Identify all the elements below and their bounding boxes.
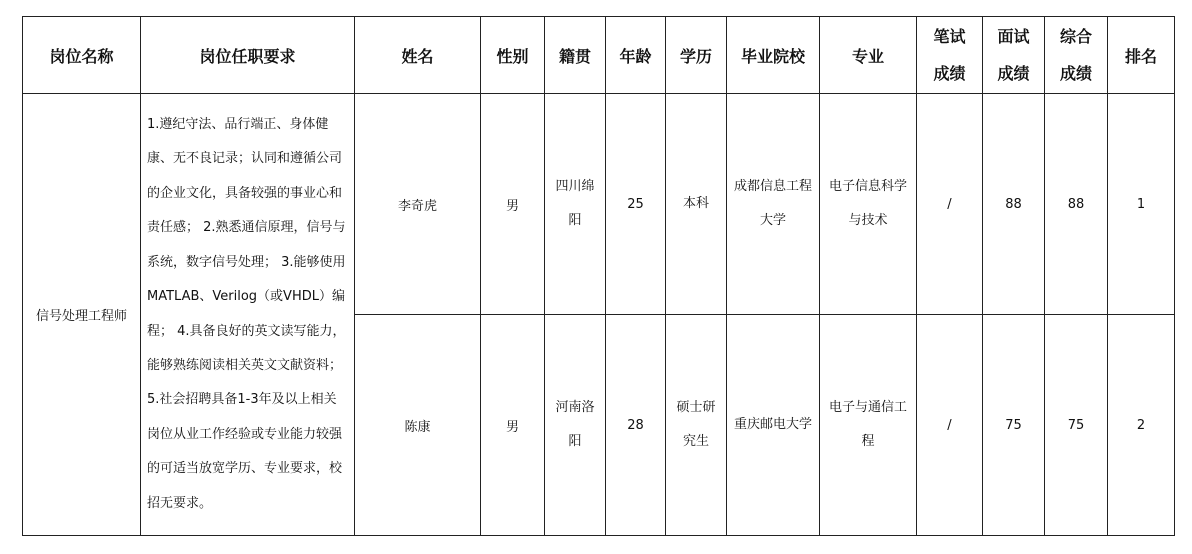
header-requirements: 岗位任职要求 <box>141 17 355 94</box>
candidate-gender: 男 <box>481 94 545 315</box>
header-row <box>23 17 1175 94</box>
header-interview-score <box>983 17 1045 94</box>
candidate-age: 25 <box>606 94 666 315</box>
candidate-interview-score: 75 <box>983 315 1045 536</box>
header-age: 年龄 <box>606 17 666 94</box>
header-major: 专业 <box>820 17 917 94</box>
candidate-total-score: 75 <box>1045 315 1108 536</box>
candidate-education: 硕士研究生 <box>666 315 727 536</box>
candidate-major: 电子信息科学与技术 <box>820 94 917 315</box>
candidate-hometown: 四川绵阳 <box>545 94 606 315</box>
candidate-hometown: 河南洛阳 <box>545 315 606 536</box>
candidate-interview-score: 88 <box>983 94 1045 315</box>
candidate-name: 李奇虎 <box>355 94 481 315</box>
header-hometown: 籍贯 <box>545 17 606 94</box>
candidate-written-score: / <box>917 94 983 315</box>
header-total-line2: 成绩 <box>1059 64 1092 83</box>
requirements-cell: 1.遵纪守法、品行端正、身体健康、无不良记录；认同和遵循公司的企业文化，具备较强的事业心和责任感； 2.熟悉通信原理，信号与系统，数字信号处理； 3.能够使用MATLAB、Verilog（或VHDL）编程； 4.具备良好的英文读写能力，能够熟练阅读相关英文文献资料； 5.社会招聘具备1-3年及以上相关岗位从业工作经验或专业能力较强的可适当放宽学历、专业要求，校招无要求。 <box>141 94 355 536</box>
table-row <box>23 94 1175 315</box>
candidate-major: 电子与通信工程 <box>820 315 917 536</box>
header-written-score <box>917 17 983 94</box>
header-education: 学历 <box>666 17 727 94</box>
candidate-gender: 男 <box>481 315 545 536</box>
header-written-line2: 成绩 <box>933 64 966 83</box>
header-written-line1: 笔试 <box>933 27 966 46</box>
header-rank: 排名 <box>1108 17 1175 94</box>
recruitment-results-table <box>22 16 1175 536</box>
candidate-name: 陈康 <box>355 315 481 536</box>
candidate-school: 成都信息工程大学 <box>727 94 820 315</box>
header-school: 毕业院校 <box>727 17 820 94</box>
header-gender: 性别 <box>481 17 545 94</box>
position-cell: 信号处理工程师 <box>23 94 141 536</box>
header-position: 岗位名称 <box>23 17 141 94</box>
header-total-line1: 综合 <box>1059 27 1092 46</box>
candidate-education: 本科 <box>666 94 727 315</box>
candidate-total-score: 88 <box>1045 94 1108 315</box>
header-interview-line1: 面试 <box>997 27 1030 46</box>
candidate-rank: 1 <box>1108 94 1175 315</box>
header-name: 姓名 <box>355 17 481 94</box>
header-total-score <box>1045 17 1108 94</box>
candidate-written-score: / <box>917 315 983 536</box>
candidate-school: 重庆邮电大学 <box>727 315 820 536</box>
header-interview-line2: 成绩 <box>997 64 1030 83</box>
candidate-age: 28 <box>606 315 666 536</box>
candidate-rank: 2 <box>1108 315 1175 536</box>
